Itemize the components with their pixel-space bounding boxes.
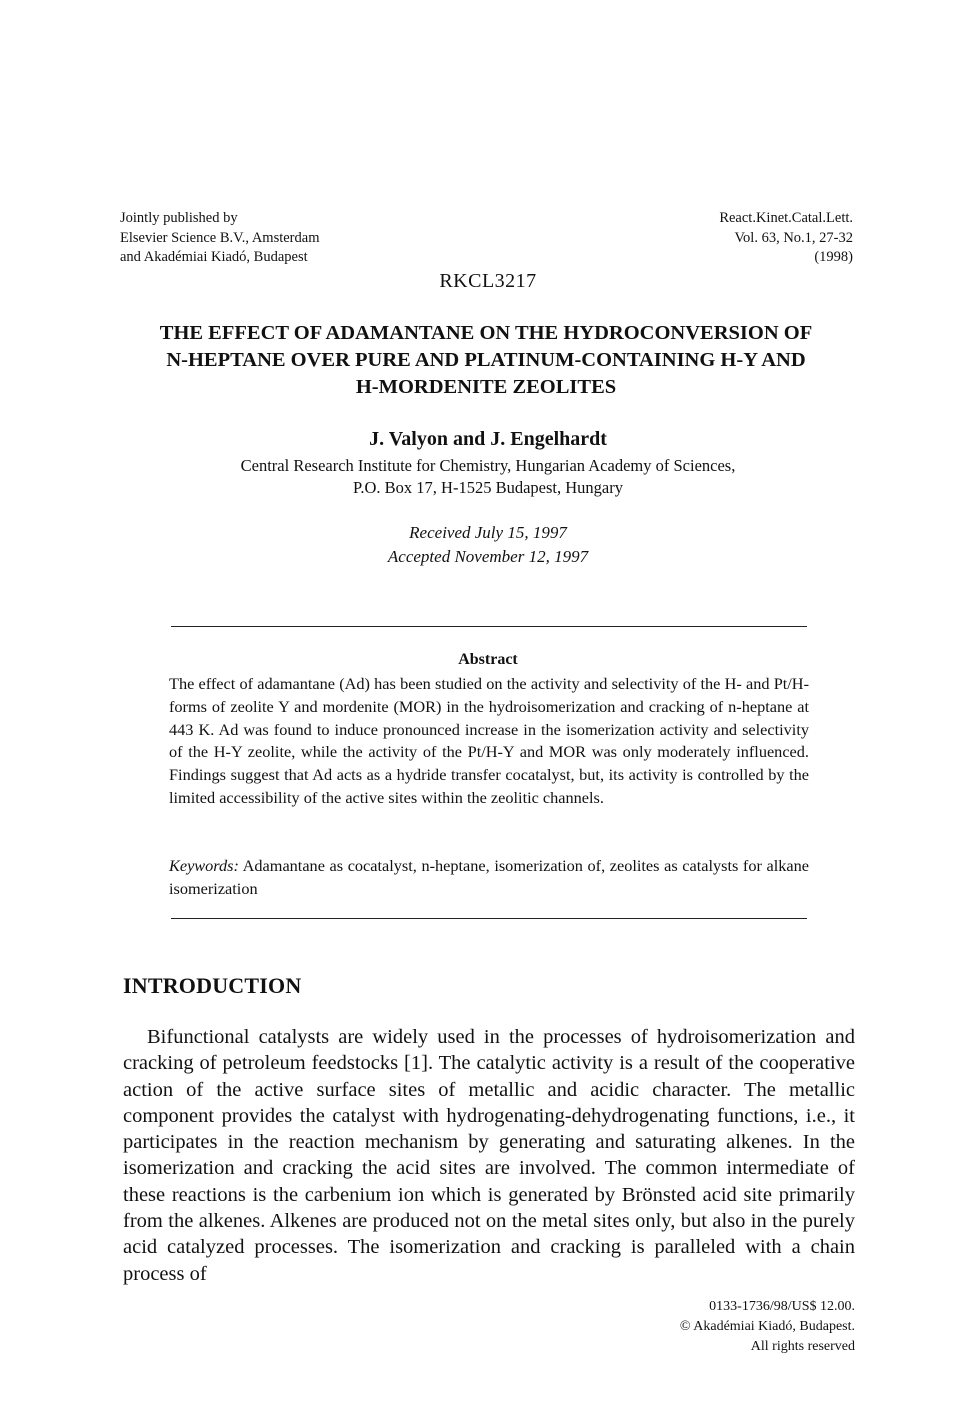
abstract-heading: Abstract: [458, 651, 518, 668]
title-line: H-MORDENITE ZEOLITES: [355, 376, 617, 398]
introduction-text: Bifunctional catalysts are widely used in the processes of hydroisomerization and cracking of petroleum feedstocks [1]. The catalytic activity is a result of the cooperative action of the active surface sites of metallic and acidic character. The metallic component provides the catalyst with hydrogenating-dehydrogenating functions, i.e., it participates in the reaction mechanism by generating and saturating alkenes. In the isomerization and cracking the acid sites are involved. The common intermediate of these reactions is the carbenium ion which is generated by Brönsted acid site primarily from the alkenes. Alkenes are produced not on the metal sites only, but also in the purely acid catalyzed processes. The isomerization and cracking is paralleled with a chain process of: [123, 1026, 855, 1285]
publisher-line: and Akadémiai Kiadó, Budapest: [120, 249, 308, 265]
abstract-bottom-rule: [171, 918, 807, 919]
publisher-line: Elsevier Science B.V., Amsterdam: [120, 229, 320, 246]
accepted-date: Accepted November 12, 1997: [387, 547, 589, 566]
journal-line: (1998): [814, 249, 853, 265]
authors: J. Valyon and J. Engelhardt: [369, 428, 607, 450]
affiliation-line: Central Research Institute for Chemistry, Hungarian Academy of Sciences,: [240, 456, 736, 475]
paper-title: [110, 320, 862, 401]
affiliation: [0, 455, 976, 499]
keywords-text: Adamantane as cocatalyst, n-heptane, isomerization of, zeolites as catalysts for alkane isomerization: [169, 856, 809, 898]
footer-line: 0133-1736/98/US$ 12.00.: [709, 1299, 855, 1314]
footer-line: All rights reserved: [750, 1339, 855, 1354]
journal-line: Vol. 63, No.1, 27-32: [734, 229, 853, 246]
abstract-top-rule: [171, 626, 807, 627]
journal-citation: [719, 209, 853, 268]
journal-line: React.Kinet.Catal.Lett.: [719, 210, 853, 226]
title-line: N-HEPTANE OVER PURE AND PLATINUM-CONTAINING H-Y AND: [166, 349, 806, 371]
copyright-footer: [680, 1297, 855, 1357]
affiliation-line: P.O. Box 17, H-1525 Budapest, Hungary: [353, 478, 623, 497]
introduction-heading: INTRODUCTION: [123, 973, 302, 998]
dates: [0, 521, 976, 569]
received-date: Received July 15, 1997: [409, 523, 567, 542]
keywords-label: Keywords:: [169, 856, 239, 875]
publisher-info: [120, 209, 319, 268]
keywords: [169, 855, 809, 901]
article-code: RKCL3217: [439, 270, 537, 292]
footer-line: © Akadémiai Kiadó, Budapest.: [679, 1319, 855, 1334]
abstract-text: The effect of adamantane (Ad) has been studied on the activity and selectivity of the H- and Pt/H-forms of zeolite Y and mordenite (MOR) in the hydroisomerization and cracking of n-heptane at 443 K. Ad was found to induce pronounced increase in the isomerization activity and selectivity of the H-Y zeolite, while the activity of the Pt/H-Y and MOR was only moderately influenced. Findings suggest that Ad acts as a hydride transfer cocatalyst, but, its activity is controlled by the limited accessibility of the active sites within the zeolitic channels.: [169, 674, 809, 807]
publisher-line: Jointly published by: [120, 210, 238, 226]
title-line: THE EFFECT OF ADAMANTANE ON THE HYDROCONVERSION OF: [159, 322, 813, 344]
